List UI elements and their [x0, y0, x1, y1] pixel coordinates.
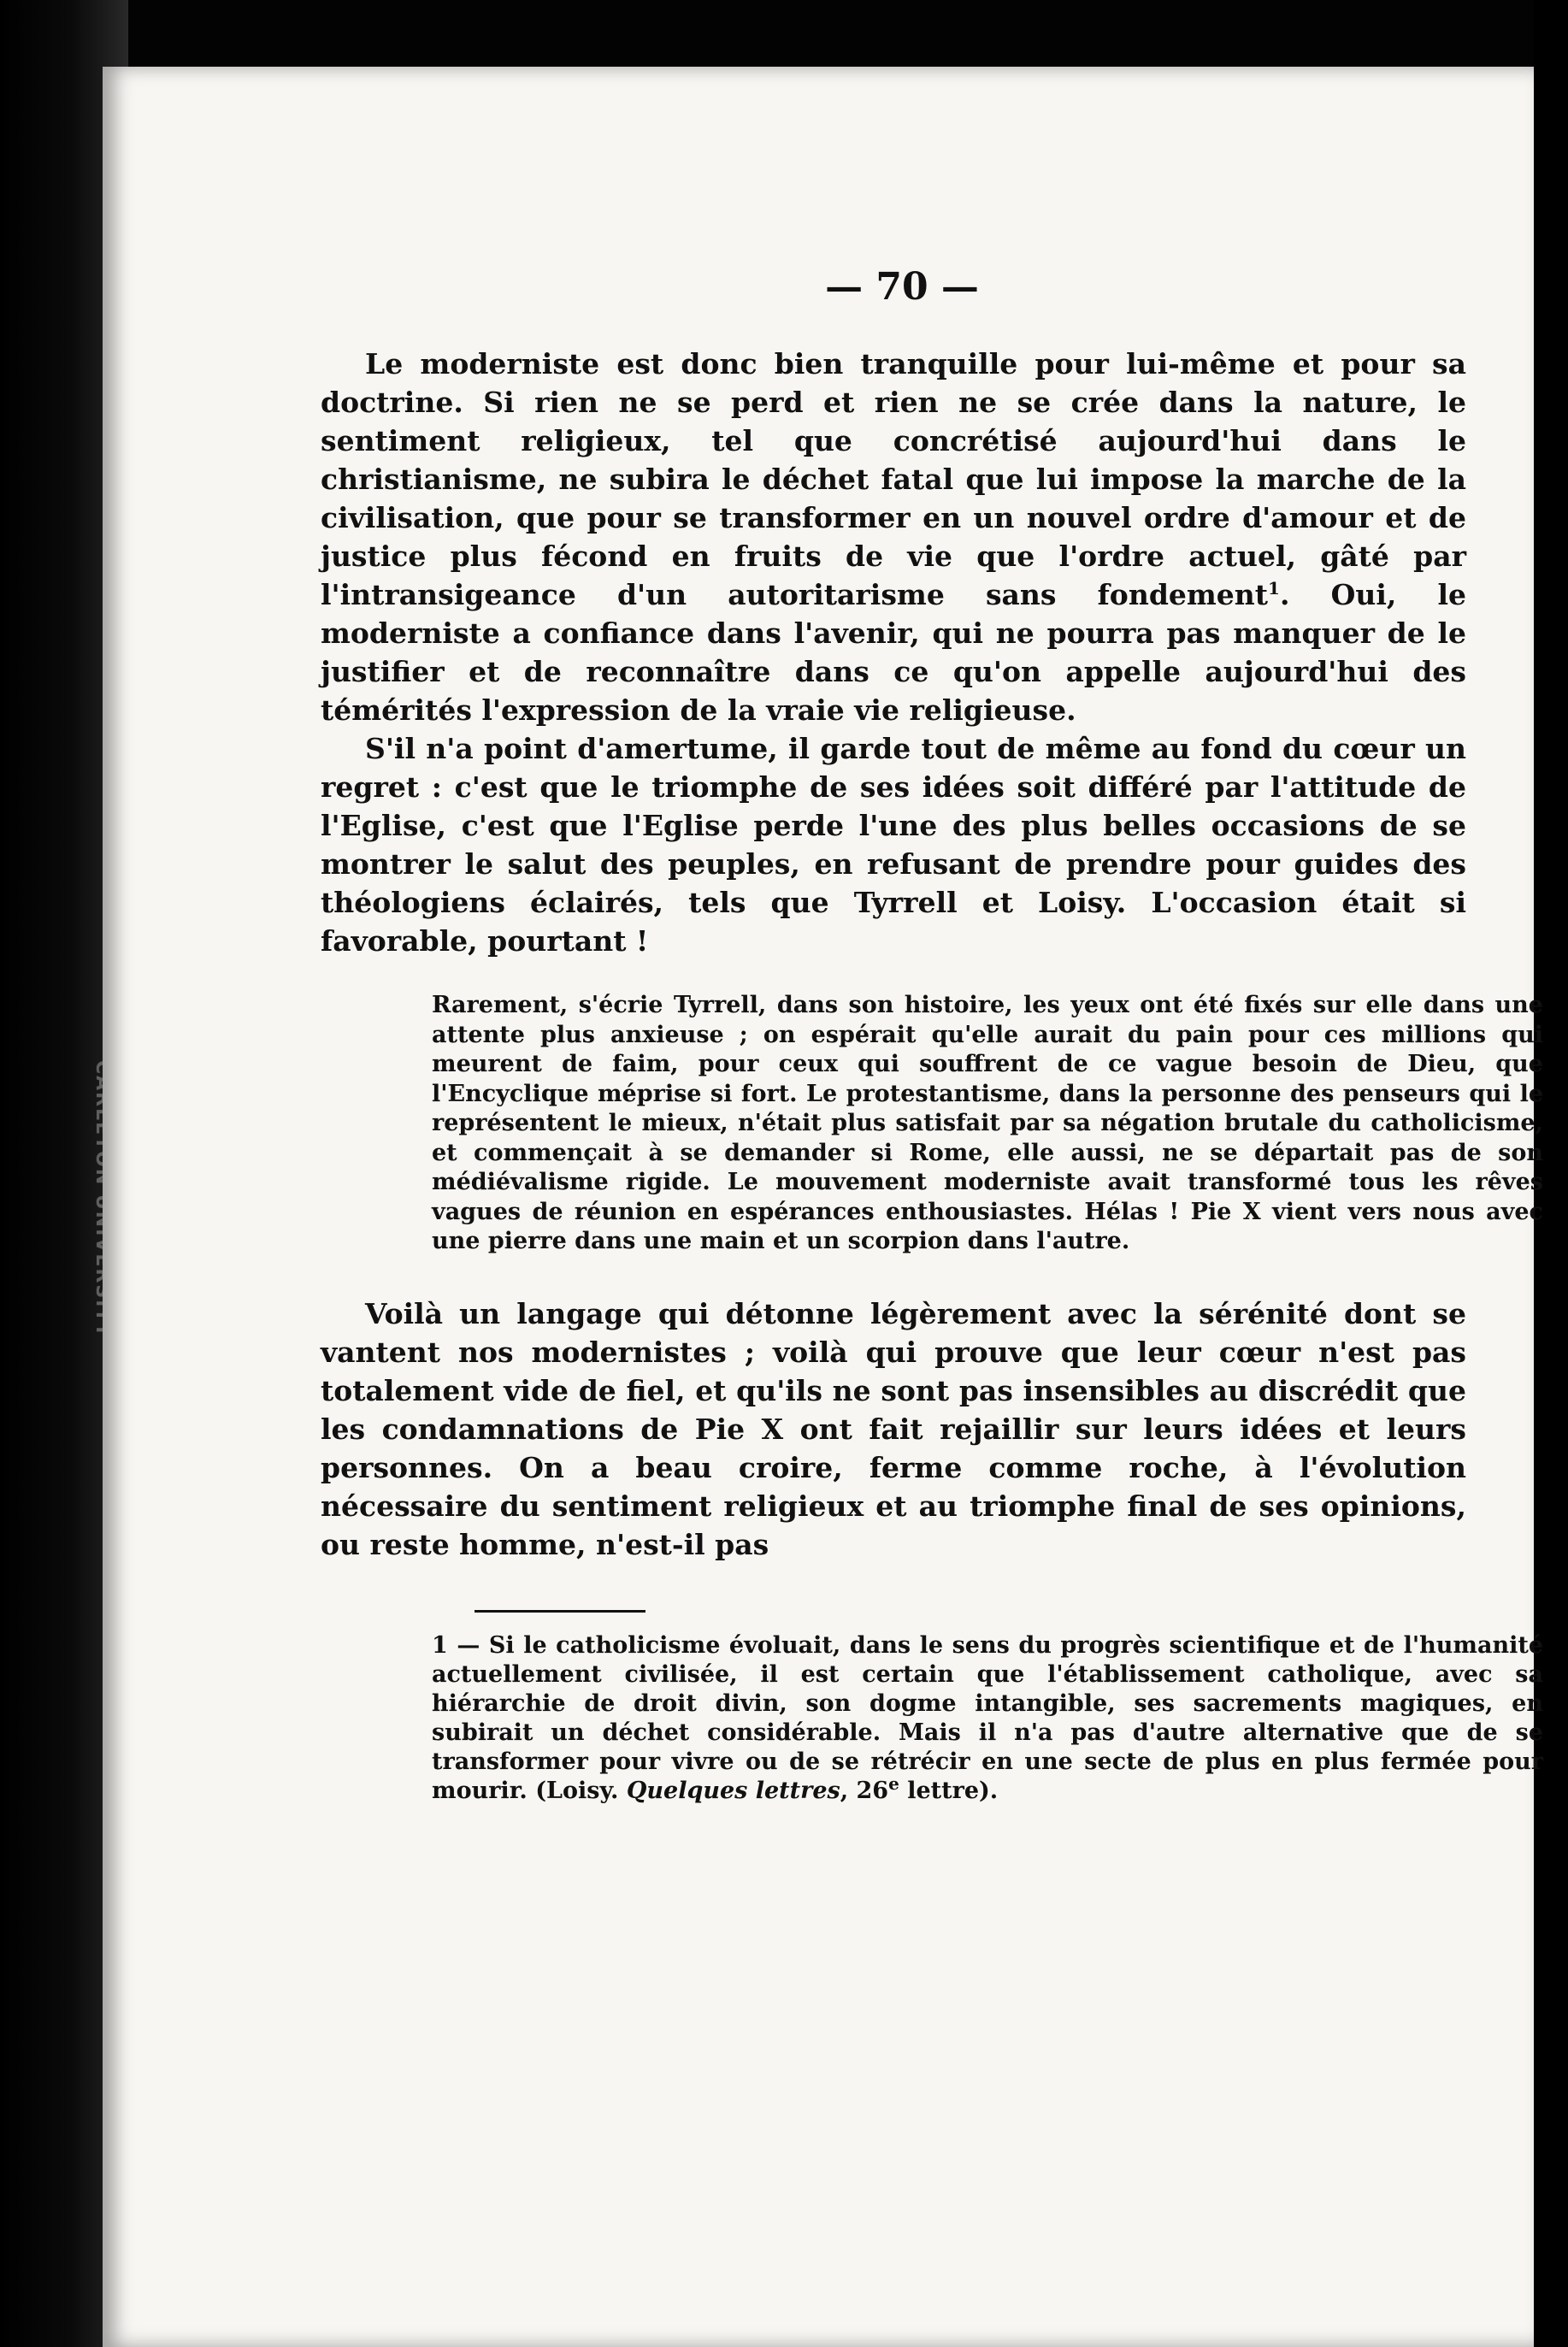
- footnote-divider: [475, 1610, 645, 1613]
- block-quote: [432, 991, 1543, 1257]
- body-text-bottom: [321, 1294, 1466, 1564]
- footnote-citation-tail: , 26: [840, 1777, 889, 1804]
- body-text-top: [321, 345, 1466, 960]
- page-content: [321, 265, 1543, 1806]
- paragraph-1: [321, 345, 1466, 729]
- footnote-citation-title: Quelques lettres: [626, 1777, 840, 1804]
- footnote-citation-end: lettre).: [899, 1777, 999, 1804]
- paragraph-1-text: Le moderniste est donc bien tranquille pour lui-même et pour sa doctrine. Si rien ne se perd et rien ne se crée dans la nature, le sentiment religieux, tel que concrétisé aujourd'hui dans le christianisme, ne subira le déchet fatal que lui impose la marche de la civilisation, que pour se transformer en un nouvel ordre d'amour et de justice plus fécond en fruits de vie que l'ordre actuel, gâté par l'intransigeance d'un autoritarisme sans fondement: [321, 347, 1466, 611]
- footnote-text: [432, 1631, 1543, 1806]
- footnote-number: 1 —: [432, 1631, 480, 1659]
- footnote-body: Si le catholicisme évoluait, dans le sens du progrès scientifique et de l'humanité actuellement civilisée, il est certain que l'établissement catholique, avec sa hiérarchie de droit divin, son dogme intangible, ses sacrements magiques, en subirait un déchet considérable. Mais il n'a pas d'autre alternative que de se transformer pour vivre ou de se rétrécir en une secte de plus en plus fermée pour mourir. (Loisy.: [432, 1631, 1543, 1804]
- footnote: [432, 1631, 1543, 1806]
- footnote-reference: 1: [1268, 578, 1280, 599]
- paragraph-3: Voilà un langage qui détonne légèrement avec la sérénité dont se vantent nos modernistes ; voilà qui prouve que leur cœur n'est pas totalement vide de fiel, et qu'ils ne sont pas insensibles au discrédit que les condamnations de Pie X ont fait rejaillir sur leurs idées et leurs personnes. On a beau croire, ferme comme roche, à l'évolution nécessaire du sentiment religieux et au triomphe final de ses opinions, ou reste homme, n'est-il pas: [321, 1296, 1466, 1561]
- paragraph-2: S'il n'a point d'amertume, il garde tout de même au fond du cœur un regret : c'est que le triomphe de ses idées soit différé par l'attitude de l'Eglise, c'est que l'Eglise perde l'une des plus belles occasions de se montrer le salut des peuples, en refusant de prendre pour guides des théologiens éclairés, tels que Tyrrell et Loisy. L'occasion était si favorable, pourtant !: [321, 732, 1466, 958]
- page-number: — 70 —: [825, 265, 979, 309]
- footnote-citation-sup: e: [888, 1772, 899, 1794]
- quote-text: Rarement, s'écrie Tyrrell, dans son histoire, les yeux ont été fixés sur elle dans une attente plus anxieuse ; on espérait qu'elle aurait du pain pour ces millions qui meurent de faim, pour ceux qui souffrent de ce vague besoin de Dieu, que l'Encyclique méprise si fort. Le protestantisme, dans la personne des penseurs qui le représentent le mieux, n'était plus satisfait par sa négation brutale du catholicisme, et commençait à se demander si Rome, elle aussi, ne se départait pas de son médiévalisme rigide. Le mouvement moderniste avait transformé tous les rêves vagues de réunion en espérances enthousiastes. Hélas ! Pie X vient vers nous avec une pierre dans une main et un scorpion dans l'autre.: [432, 992, 1543, 1254]
- paragraph-1-tail: . Oui, le moderniste a confiance dans l'avenir, qui ne pourra pas manquer de le justifier et de reconnaître dans ce qu'on appelle aujourd'hui des témérités l'expression de la vraie vie religieuse.: [321, 578, 1467, 727]
